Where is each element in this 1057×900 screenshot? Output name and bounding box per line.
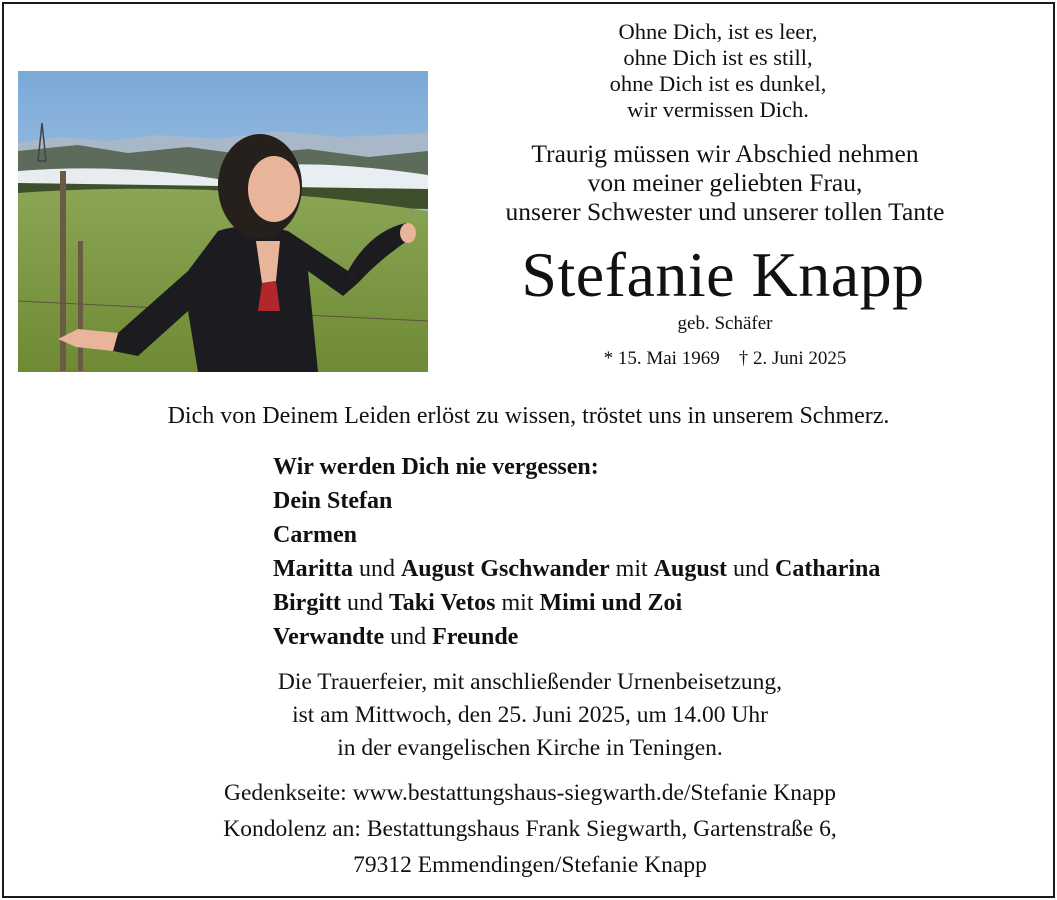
ceremony-line: in der evangelischen Kirche in Teningen. [337,735,723,761]
ceremony-details [130,666,930,765]
ceremony-line: ist am Mittwoch, den 25. Juni 2025, um 14.00 Uhr [292,702,768,728]
farewell-intro [430,139,1020,226]
portrait-photo [18,71,428,372]
death-date: † 2. Juni 2025 [738,348,847,369]
mourner-line: Dein Stefan [273,488,393,514]
ceremony-line: Die Trauerfeier, mit anschließender Urnenbeisetzung, [277,669,783,695]
poem [508,19,928,123]
condolence-line: Kondolenz an: Bestattungshaus Frank Siegwarth, Gartenstraße 6, [223,816,837,842]
mourner-line: Maritta und August Gschwander mit August und Catharina [273,556,881,582]
poem-line: Ohne Dich, ist es leer, [618,19,818,44]
intro-line: unserer Schwester und unserer tollen Tante [505,197,945,226]
intro-line: von meiner geliebten Frau, [587,168,863,197]
memorial-page-line: Gedenkseite: www.bestattungshaus-siegwarth.de/Stefanie Knapp [224,780,836,806]
contact-info [80,775,980,883]
portrait-photo-illustration [18,71,428,372]
mourner-line: Carmen [273,522,357,548]
mourner-line: Verwandte und Freunde [273,624,519,650]
mourners-list [273,450,1043,654]
intro-line: Traurig müssen wir Abschied nehmen [531,139,919,168]
birth-name: geb. Schäfer [677,313,773,334]
life-dates [520,346,930,372]
birth-date: * 15. Mai 1969 [603,348,720,369]
poem-line: ohne Dich ist es dunkel, [609,71,827,96]
deceased-name: Stefanie Knapp [521,239,925,310]
mourners-heading: Wir werden Dich nie vergessen: [273,454,599,480]
condolence-line: 79312 Emmendingen/Stefanie Knapp [353,852,707,878]
mourner-line: Birgitt und Taki Vetos mit Mimi und Zoi [273,590,683,616]
comfort-text: Dich von Deinem Leiden erlöst zu wissen, tröstet uns in unserem Schmerz. [167,403,890,429]
poem-line: ohne Dich ist es still, [623,45,813,70]
poem-line: wir vermissen Dich. [627,97,809,122]
